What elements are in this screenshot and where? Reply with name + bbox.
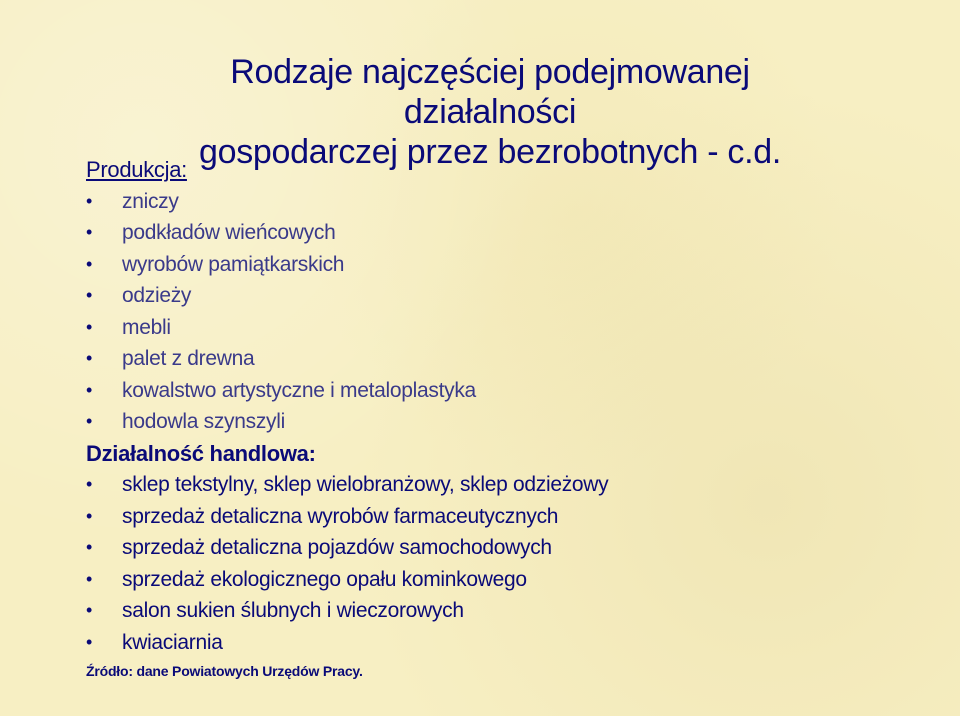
bullet-icon: • bbox=[86, 505, 93, 526]
list-item: • sklep tekstylny, sklep wielobranżowy, sklep odzieżowy bbox=[86, 469, 906, 501]
section-heading-production: Produkcja: bbox=[86, 157, 187, 182]
list-item: • kowalstwo artystyczne i metaloplastyka bbox=[86, 375, 906, 407]
list-item: • odzieży bbox=[86, 280, 906, 312]
list-item: • kwiaciarnia bbox=[86, 627, 906, 659]
bullet-icon: • bbox=[86, 474, 93, 494]
title-line-1: Rodzaje najczęściej podejmowanej działalności bbox=[230, 53, 750, 131]
list-item: • mebli bbox=[86, 312, 906, 344]
bullet-icon: • bbox=[86, 379, 93, 400]
slide-content bbox=[86, 154, 906, 682]
bullet-icon: • bbox=[86, 285, 93, 305]
bullet-icon: • bbox=[86, 316, 93, 337]
list-item: • sprzedaż detaliczna pojazdów samochodowych bbox=[86, 532, 906, 564]
source-note: Źródło: dane Powiatowych Urzędów Pracy. bbox=[86, 663, 363, 679]
title-line-2: gospodarczej przez bezrobotnych - c.d. bbox=[198, 133, 782, 171]
list-item: • salon sukien ślubnych i wieczorowych bbox=[86, 595, 906, 627]
list-item: • palet z drewna bbox=[86, 343, 906, 375]
production-list bbox=[86, 186, 906, 438]
bullet-icon: • bbox=[86, 253, 93, 274]
bullet-icon: • bbox=[86, 348, 93, 368]
bullet-icon: • bbox=[86, 600, 93, 620]
section-heading-trade: Działalność handlowa: bbox=[86, 440, 316, 466]
list-item: • wyrobów pamiątkarskich bbox=[86, 249, 906, 281]
list-item: • hodowla szynszyli bbox=[86, 406, 906, 438]
bullet-icon: • bbox=[86, 222, 93, 242]
list-item: • sprzedaż ekologicznego opału kominkowego bbox=[86, 564, 906, 596]
list-item: • sprzedaż detaliczna wyrobów farmaceutycznych bbox=[86, 501, 906, 533]
bullet-icon: • bbox=[86, 411, 93, 431]
list-item: • zniczy bbox=[86, 186, 906, 218]
bullet-icon: • bbox=[86, 537, 93, 557]
bullet-icon: • bbox=[86, 631, 93, 652]
list-item: • podkładów wieńcowych bbox=[86, 217, 906, 249]
trade-list bbox=[86, 469, 906, 658]
bullet-icon: • bbox=[86, 568, 93, 589]
bullet-icon: • bbox=[86, 190, 93, 211]
